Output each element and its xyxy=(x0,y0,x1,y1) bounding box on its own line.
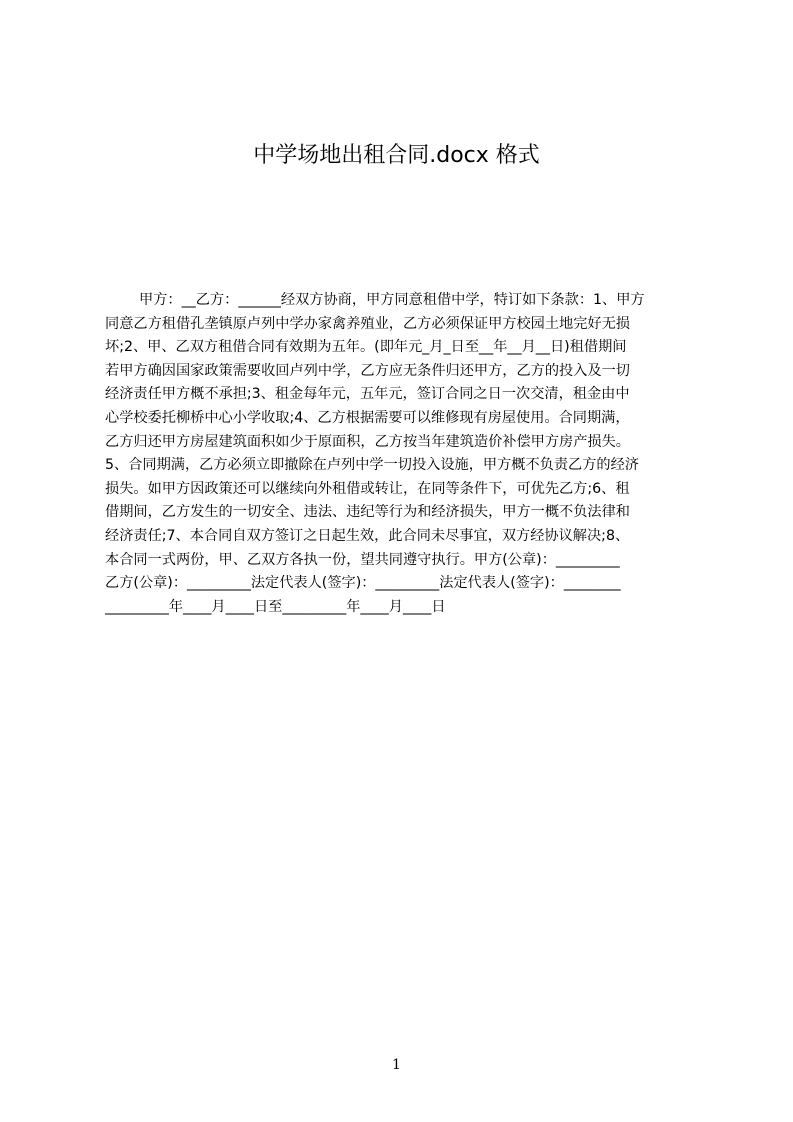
body-line: 若甲方确因国家政策需要收回卢列中学，乙方应无条件归还甲方，乙方的投入及一切 xyxy=(105,362,630,379)
body-line: 甲方：__乙方：______经双方协商，甲方同意租借中学，特订如下条款：1、甲方 xyxy=(139,292,645,308)
body-line: 乙方(公章)：_________法定代表人(签字)：_________法定代表人(签字)：________ xyxy=(105,575,621,592)
body-line: 损失。如甲方因政策还可以继续向外租借或转让，在同等条件下，可优先乙方;6、租 xyxy=(105,480,630,497)
body-line: 乙方归还甲方房屋建筑面积如少于原面积，乙方按当年建筑造价补偿甲方房产损失。 xyxy=(105,433,630,450)
body-line: 经济责任;7、本合同自双方签订之日起生效，此合同未尽事宜，双方经协议解决;8、 xyxy=(105,527,630,544)
body-line: 同意乙方租借孔垄镇原卢列中学办家禽养殖业，乙方必须保证甲方校园土地完好无损 xyxy=(105,315,630,332)
body-line: 坏;2、甲、乙双方租借合同有效期为五年。(即年元_月_日至__年__月__日)租借期间 xyxy=(105,339,627,356)
body-line: 心学校委托柳桥中心小学收取;4、乙方根据需要可以维修现有房屋使用。合同期满， xyxy=(105,409,630,426)
body-line: 借期间，乙方发生的一切安全、违法、违纪等行为和经济损失，甲方一概不负法律和 xyxy=(105,504,630,521)
page-number: 1 xyxy=(392,1057,401,1073)
body-line: _________年____月____日至_________年____月____日 xyxy=(105,598,446,615)
contract-body xyxy=(105,289,700,619)
page-title: 中学场地出租合同.docx 格式 xyxy=(253,143,540,168)
body-line: 经济责任甲方概不承担;3、租金每年元，五年元，签订合同之日一次交清，租金由中 xyxy=(105,386,630,403)
body-line: 本合同一式两份，甲、乙双方各执一份，望共同遵守执行。甲方(公章)：_________ xyxy=(105,551,620,568)
body-line: 5、合同期满，乙方必须立即撤除在卢列中学一切投入设施，甲方概不负责乙方的经济 xyxy=(105,457,639,474)
